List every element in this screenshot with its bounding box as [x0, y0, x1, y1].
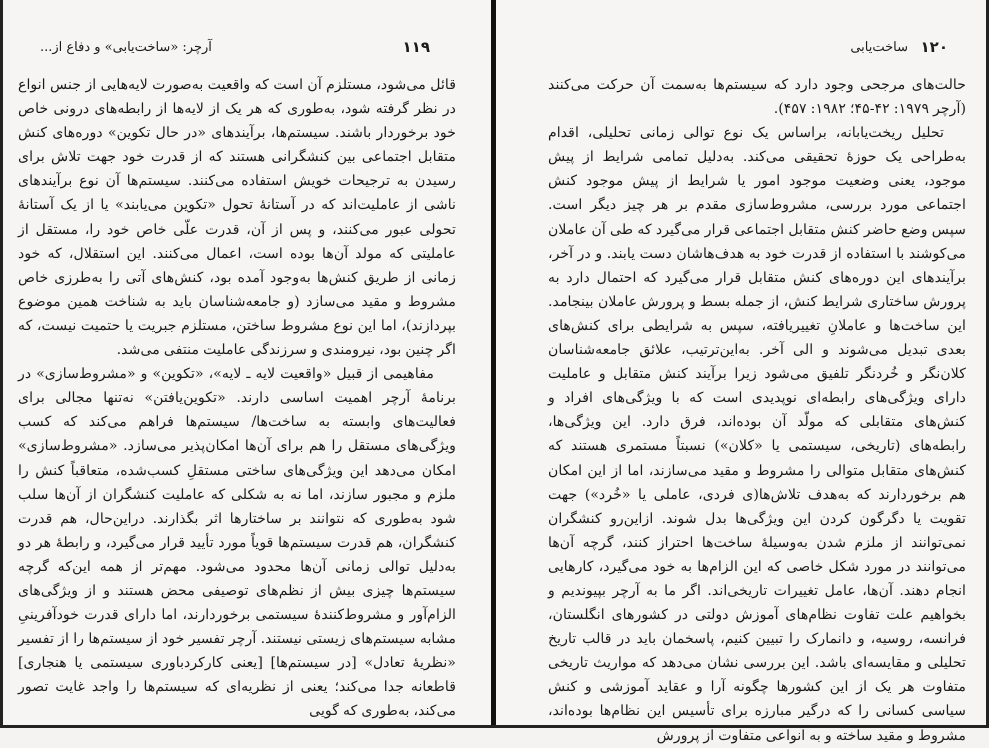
- left-page-header: [30, 38, 440, 62]
- left-paragraph-2: مفاهیمی از قبیل «واقعیت لایه ـ لایه»، «تکوین» و «مشروط‌سازی» در برنامهٔ آرچر اهمیت اساسی دارند. «تکوین‌یافتن» نه‌تنها مجالی برای فعالیت‌های وابسته به ساخت‌ها/ سیستم‌ها فراهم می‌کند که کسب ویژگی‌های مستقل را هم برای آن‌ها امکان‌پذیر می‌سازد. «مشروط‌سازی» امکان می‌دهد این ویژگی‌های ساختی مستقلِ کسب‌شده، متعاقباً کنش را ملزم و مجبور سازند، اما نه به شکلی که عاملیت کنشگران از آن‌ها سلب شود به‌طوری که نتوانند بر ساختارها اثر بگذارند. دراین‌حال، هم قدرت کنشگران، هم قدرت سیستم‌ها قویاً مورد تأیید قرار می‌گیرد، و رابطهٔ هر دو به‌دلیل توالی زمانی آن‌ها محدود می‌شود. مهم‌تر از همه این‌که گرچه سیستم‌ها چیزی بیش از نظم‌های توصیفی محض هستند و از ویژگی‌های الزام‌آور و مشروط‌کنندهٔ سیستمی برخوردارند، اما دارای قدرت خودآفرینیِ مشابه سیستم‌های زیستی نیستند. آرچر تفسیر خود از سیستم‌ها را از تفسیر «نظریهٔ تعادل» [در سیستم‌ها] [یعنی کارکردباوری سیستمی یا هنجاری] قاطعانه جدا می‌کند؛ یعنی از نظریه‌ای که سیستم‌ها را واجد غایت تصور می‌کند، به‌طوری که گویی: [18, 366, 456, 720]
- right-paragraph-1: حالت‌های مرجحی وجود دارد که سیستم‌ها به‌سمت آن حرکت می‌کنند (آرچر ۱۹۷۹: ۴۲-۴۵؛ ۱۹۸۲: ۴۵۷).: [548, 77, 966, 118]
- book-gutter: [491, 0, 496, 728]
- left-running-head: آرچر: «ساخت‌یابی» و دفاع از...: [40, 40, 212, 55]
- left-page-number: ۱۱۹: [402, 38, 430, 56]
- left-edge: [0, 0, 3, 728]
- right-running-head: ساخت‌یابی: [850, 40, 908, 55]
- left-page: [0, 0, 492, 728]
- right-paragraph-2: تحلیل ریخت‌یابانه، براساس یک نوع توالی زمانی تحلیلی، اقدام به‌طراحی یک حوزهٔ تحقیقی می‌کند. به‌دلیل تمامی شرایط از پیش موجود، یعنی وضعیت موجود امور یا شرایط از پیش موجود کنش اجتماعی مورد بررسی، مشروط‌سازی مقدم بر هر چیز دیگر است. سپس وضع حاضر کنش متقابل اجتماعی قرار می‌گیرد که طی آن عاملان می‌کوشند با استفاده از قدرت خود به هدف‌هاشان دست یابند. و در آخر، برآیندهای این دوره‌های کنش متقابل قرار می‌گیرد که احتمال دارد به پرورش ساختاری شرایط کنش، از جمله بسط و پرورش عاملان بینجامد. این ساخت‌ها و عاملانِ تغییریافته، سپس به شرایطی برای کنش‌های بعدی تبدیل می‌شوند و الی آخر. به‌این‌ترتیب، علائق جامعه‌شناسان کلان‌نگر و خُردنگر تلفیق می‌شود زیرا برآیند کنش متقابل و عاملیت دارای ویژگی‌های رابطه‌ای نوپدیدی است که با ویژگی‌های افراد و کنش‌های متقابلی که مولّد آن بوده‌اند، فرق دارد. این ویژگی‌ها، رابطه‌های (تاریخی، سیستمی یا «کلان») نسبتاً مستمری هستند که کنش‌های متقابل متوالی را مشروط و مقید می‌سازند، اما از این امکان هم برخوردارند که به‌هدف تلاش‌ها(ی فردی، عاملی یا «خُرد») جهت تقویت یا دگرگون کردن این ویژگی‌ها بدل شوند. ازاین‌رو کنشگران نمی‌توانند از ملزم شدن به‌وسیلهٔ ساخت‌ها احتراز کنند، گرچه آن‌ها می‌توانند در مورد شکل خاصی که این الزام‌ها به خود می‌گیرد، کارهایی انجام دهند. آن‌ها، عامل تغییرات تاریخی‌اند. اگر ما به آرچر بپیوندیم و بخواهیم علت تفاوت نظام‌های آموزش دولتی در کشورهای انگلستان، فرانسه، روسیه، و دانمارک را تبیین کنیم، پاسخمان باید در قالب تاریخ تحلیلی و مقایسه‌ای باشد. این بررسی نشان می‌دهد که مواریث تاریخی متفاوت هر یک از این کشورها چگونه آرا و عقاید آموزشی و کنش سیاسی کسانی را که درگیر مبارزه برای تأسیس این نظام‌ها بوده‌اند، مشروط و مقید ساخته و به انواعی متفاوت از پرورش: [548, 125, 966, 744]
- right-page-number: ۱۲۰: [920, 38, 948, 56]
- right-page-body: [548, 73, 966, 748]
- left-paragraph-1: قائل می‌شود، مستلزم آن است که واقعیت به‌صورت لایه‌هایی از جنس انواع در نظر گرفته شود، به‌طوری که هر یک از لایه‌ها از رابطه‌های درونی خاص خود برخوردار باشند. سیستم‌ها، برآیندهای «در حال تکوین» دوره‌های کنش متقابل اجتماعی بین کنشگرانی هستند که از قدرت خود جهت تلاش برای رسیدن به ترجیحات خویش استفاده می‌کنند. سیستم‌ها آن نوع برآیندهای ناشی از عاملیت‌اند که در آستانهٔ تحول «تکوین می‌یابند» یا از یک آستانهٔ تحولی عبور می‌کنند، و پس از آن، قدرت علّی خاص خود را، مستقل از عاملیتی که مولد آن‌ها بوده است، اعمال می‌کنند. این استقلال، که خود زمانی از طریق کنش‌ها به‌وجود آمده بود، کنش‌های آتی را به‌طرزی خاص مشروط و مقید می‌سازد (و جامعه‌شناسان باید به شناخت همین موضوع بپردازند)، اما این نوع مشروط ساختن، مستلزم جبریت یا حتمیت نیست، که اگر چنین بود، نیرومندی و سرزندگی عاملیت منتفی می‌شد.: [18, 77, 456, 359]
- left-page-body: [18, 73, 456, 724]
- right-page-header: [548, 38, 948, 62]
